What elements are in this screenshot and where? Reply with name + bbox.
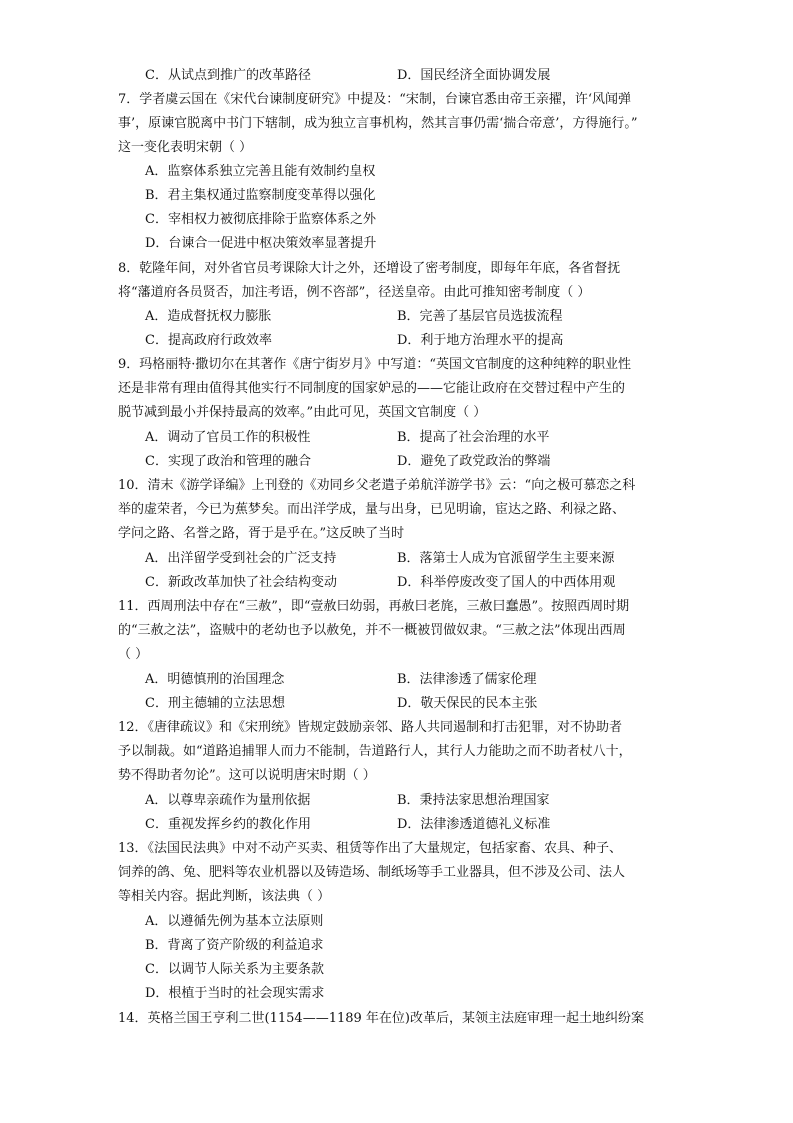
question-7-option-a: A．监察体系独立完善且能有效制约皇权: [145, 164, 376, 179]
option-d: D．国民经济全面协调发展: [397, 68, 551, 83]
question-7-stem: 7．学者虞云国在《宋代台谏制度研究》中提及：“宋制，台谏官悉由帝王亲擢，许‘风闻弹: [118, 92, 632, 107]
question-8-option-a: A．造成督抚权力膨胀: [145, 309, 272, 324]
question-10-option-b: B．落第士人成为官派留学生主要来源: [397, 551, 615, 566]
question-10-option-a: A．出洋留学受到社会的广泛支持: [145, 551, 337, 566]
question-9-option-b: B．提高了社会治理的水平: [397, 430, 550, 445]
question-8-option-d: D．利于地方治理水平的提高: [397, 333, 564, 348]
question-7-stem-cont: 这一变化表明宋朝（ ）: [118, 140, 253, 155]
question-11-option-c: C．刑主德辅的立法思想: [145, 696, 285, 711]
question-7-option-c: C．宰相权力被彻底排除于监察体系之外: [145, 212, 376, 227]
question-10-stem-cont: 举的虚荣者，今已为蕉梦矣。而出洋学成，量与出身，已见明谕，宦达之路、利禄之路、: [118, 502, 626, 517]
question-8-option-b: B．完善了基层官员选拔流程: [397, 309, 563, 324]
question-12-stem-cont: 势不得助者勿论”。这可以说明唐宋时期（ ）: [118, 768, 376, 783]
question-13-stem: 13．《法国民法典》中对不动产买卖、租赁等作出了大量规定，包括家畜、农具、种子、: [118, 841, 623, 856]
question-7-stem-cont: 事’，原谏官脱离中书门下辖制，成为独立言事机构，然其言事仍需‘揣合帝意’，方得施行。”: [118, 116, 638, 131]
question-13-stem-cont: 等相关内容。据此判断，该法典（ ）: [118, 889, 331, 904]
question-12-option-d: D．法律渗透道德礼义标准: [397, 817, 551, 832]
question-9-option-c: C．实现了政治和管理的融合: [145, 454, 311, 469]
question-13-option-b: B．背离了资产阶级的利益追求: [145, 938, 324, 953]
question-12-option-b: B．秉持法家思想治理国家: [397, 793, 550, 808]
option-c: C．从试点到推广的改革路径: [145, 68, 311, 83]
question-12-stem: 12．《唐律疏议》和《宋刑统》皆规定鼓励亲邻、路人共同遏制和打击犯罪，对不协助者: [118, 720, 623, 735]
question-13-option-a: A．以遵循先例为基本立法原则: [145, 914, 324, 929]
question-11-option-d: D．敬天保民的民本主张: [397, 696, 538, 711]
question-14-stem: 14．英格兰国王亨利二世(1154——1189 年在位)改革后，某领主法庭审理一起土地纠纷案: [118, 1011, 644, 1026]
question-8-option-c: C．提高政府行政效率: [145, 333, 272, 348]
question-11-option-a: A．明德慎刑的治国理念: [145, 672, 285, 687]
question-11-stem: 11．西周刑法中存在“三赦”，即“壹赦曰幼弱，再赦曰老旄，三赦曰蠢愚”。按照西周时期: [118, 599, 630, 614]
question-12-option-c: C．重视发挥乡约的教化作用: [145, 817, 311, 832]
question-10-option-d: D．科举停废改变了国人的中西体用观: [397, 575, 616, 590]
question-8-stem: 8．乾隆年间，对外省官员考课除大计之外，还增设了密考制度，即每年年底，各省督抚: [118, 261, 621, 276]
question-11-stem-cont: 的“三赦之法”，盗贼中的老幼也予以赦免，并不一概被罚做奴隶。“三赦之法”体现出西周: [118, 623, 626, 638]
question-10-option-c: C．新政改革加快了社会结构变动: [145, 575, 337, 590]
question-11-option-b: B．法律渗透了儒家伦理: [397, 672, 537, 687]
question-12-option-a: A．以尊卑亲疏作为量刑依据: [145, 793, 311, 808]
question-13-option-d: D．根植于当时的社会现实需求: [145, 986, 325, 1001]
question-13-option-c: C．以调节人际关系为主要条款: [145, 962, 324, 977]
question-9-stem-cont: 脱节减到最小并保持最高的效率。”由此可见，英国文官制度（ ）: [118, 405, 487, 420]
question-9-option-d: D．避免了政党政治的弊端: [397, 454, 551, 469]
question-7-option-b: B．君主集权通过监察制度变革得以强化: [145, 188, 376, 203]
question-9-stem: 9．玛格丽特·撒切尔在其著作《唐宁街岁月》中写道：“英国文官制度的这种纯粹的职业性: [118, 357, 632, 372]
question-13-stem-cont: 饲养的鸽、兔、肥料等农业机器以及铸造场、制纸场等手工业器具，但不涉及公司、法人: [118, 865, 626, 880]
question-7-option-d: D．台谏合一促进中枢决策效率显著提升: [145, 236, 377, 251]
question-9-stem-cont: 还是非常有理由值得其他实行不同制度的国家妒忌的——它能让政府在交替过程中产生的: [118, 381, 626, 396]
question-8-stem-cont: 将“藩道府各员贤否，加注考语，例不咨部”，径送皇帝。由此可推知密考制度（ ）: [118, 285, 591, 300]
question-12-stem-cont: 予以制裁。如“道路追捕罪人而力不能制，告道路行人，其行人力能助之而不助者杖八十，: [118, 744, 632, 759]
question-11-stem-cont: （ ）: [118, 647, 149, 662]
question-10-stem: 10．清末《游学译编》上刊登的《劝同乡父老遣子弟航洋游学书》云：“向之极可慕恋之科: [118, 478, 636, 493]
question-9-option-a: A．调动了官员工作的积极性: [145, 430, 311, 445]
question-10-stem-cont: 学问之路、名誉之路，胥于是乎在。”这反映了当时: [118, 526, 405, 541]
